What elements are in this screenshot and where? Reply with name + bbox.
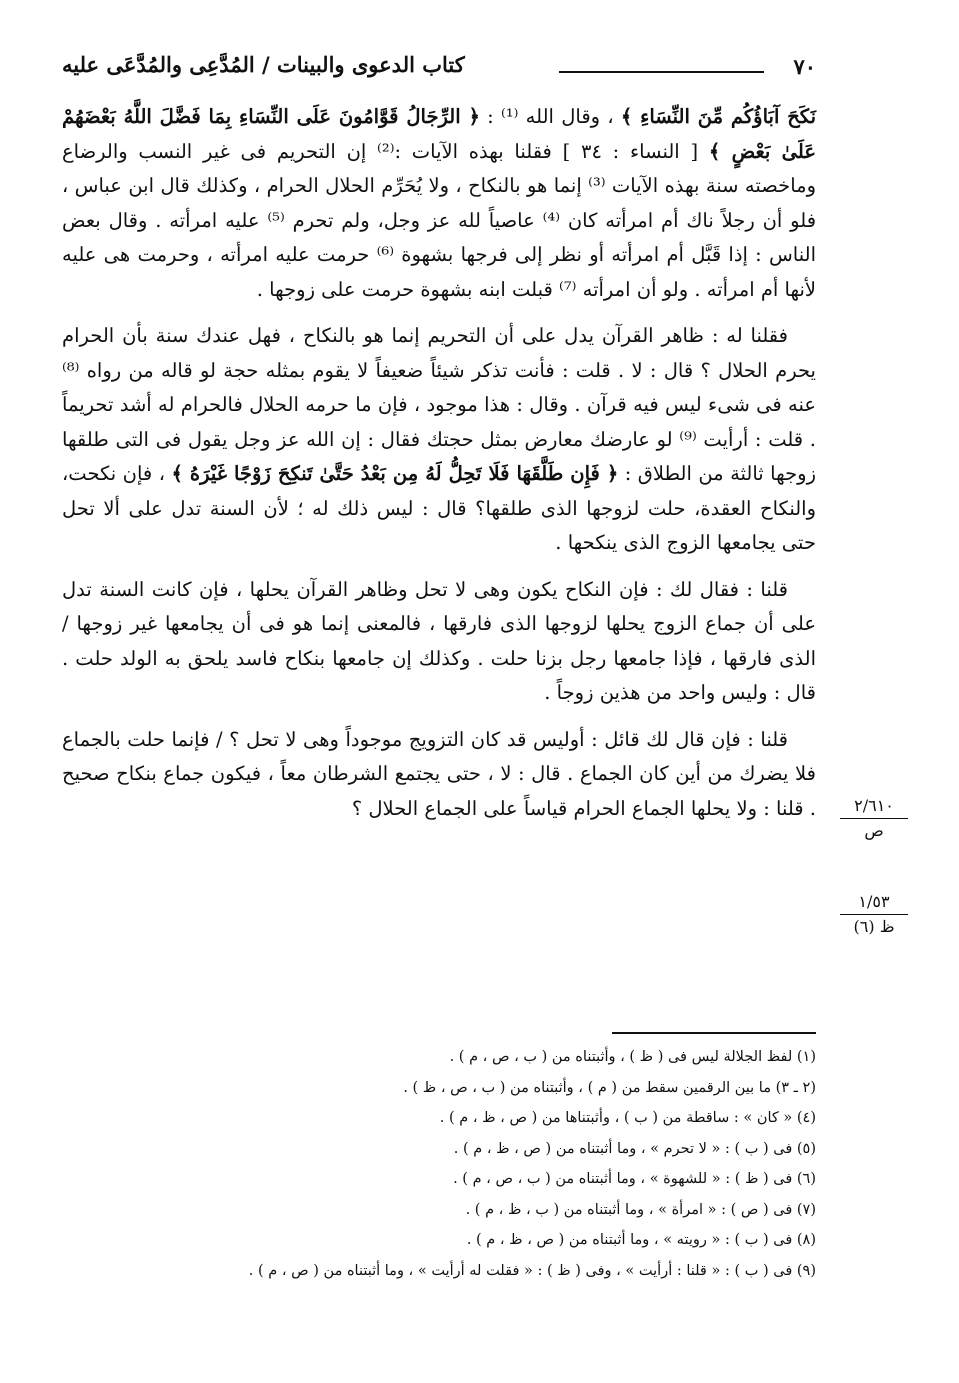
margin-note-source: ظ (٦) <box>853 917 895 936</box>
text-segment: ، وقال الله ⁽¹⁾ : <box>479 105 621 128</box>
header-rule <box>559 71 764 73</box>
text-segment: ، فإن نكحت، والنكاح العقدة، حلت لزوجها الذى طلقها؟ قال : ليس ذلك له ؛ لأن السنة تدل على ألا تحل حتى يجامعها الزوج الذى ينكحها . <box>62 462 816 554</box>
paragraph-1 <box>62 100 816 307</box>
page-number: ٧٠ <box>793 54 816 79</box>
running-title: كتاب الدعوى والبينات / المُدَّعِى والمُدَّعَى عليه <box>62 52 465 77</box>
text-segment: فقلنا له : ظاهر القرآن يدل على أن التحريم إنما هو بالنكاح ، فهل عندك سنة بأن الحرام يحرم الحلال ؟ قال : لا . قلت : فأنت تذكر شيئاً ضعيفاً لا يقوم بمثله حجة لو قاله من رواه ⁽⁸⁾ عنه فى شىء ليس فيه قرآن . وقال : هذا موجود ، فإن ما حرمه الحلال فالحرام له أشد تحريماً . قلت : أرأيت ⁽⁹⁾ لو عارضك معارض بمثل حجتك فقال : إن الله عز وجل يقول فى التى طلقها زوجها ثالثة من الطلاق : <box>62 324 817 485</box>
text-segment: قلنا : فقال لك : فإن النكاح يكون وهى لا تحل وظاهر القرآن يحلها ، فإن كانت السنة تدل على أن جماع الزوج يحلها لزوجها الذى فارقها ، فالمعنى إنما هو فى أن يجامعها غير زوجها / الذى فارقها ، فإذا جامعها رجل بزنا حلت . وكذلك إن جامعها بنكاح فاسد يلحق به الولد حلت . قال : وليس واحد من هذين زوجاً . <box>62 577 816 704</box>
footnote: (١) لفظ الجلالة ليس فى ( ظ ) ، وأثبتناه من ( ب ، ص ، م ) . <box>449 1049 816 1065</box>
margin-note-number: ٢/٦١٠ <box>840 796 908 819</box>
paragraph-4 <box>62 723 816 827</box>
footnote: (٤) « كان » : ساقطة من ( ب ) ، وأثبتناها من ( ص ، ظ ، م ) . <box>439 1110 816 1126</box>
quran-verse: ﴿ فَإِن طَلَّقَهَا فَلَا تَحِلُّ لَهُ مِن بَعْدُ حَتَّىٰ تَنكِحَ زَوْجًا غَيْرَهُ ﴾ <box>171 462 619 485</box>
footnote: (٢ ـ ٣) ما بين الرقمين سقط من ( م ) ، وأثبتناه من ( ب ، ص ، ظ ) . <box>403 1079 816 1096</box>
text-segment: [ النساء : ٣٤ ] فقلنا بهذه الآيات :⁽²⁾ إن التحريم فى غير النسب والرضاع وماخصته سنة بهذه الآيات ⁽³⁾ إنما هو بالنكاح ، ولا يُحَرِّم الحلال الحرام ، وكذلك قال ابن عباس ، فلو أن رجلاً ناك أم امرأته كان ⁽⁴⁾ عاصياً لله عز وجل، ولم تحرم ⁽⁵⁾ عليه امرأته . وقال بعض الناس : إذا قَبَّل أم امرأته أو نظر إلى فرجها بشهوة ⁽⁶⁾ حرمت عليه امرأته ، وحرمت هى عليه لأنها أم امرأته . ولو أن امرأته ⁽⁷⁾ قبلت ابنه بشهوة حرمت على زوجها . <box>62 139 817 301</box>
footnote: (٦) فى ( ظ ) : « للشهوة » ، وما أثبتناه من ( ب ، ص ، م ) . <box>453 1171 816 1187</box>
footnote: (٧) فى ( ص ) : « امرأة » ، وما أثبتناه من ( ب ، ظ ، م ) . <box>465 1201 816 1218</box>
paragraph-2 <box>62 319 816 561</box>
footnote-rule <box>612 1032 816 1034</box>
footnote: (٨) فى ( ب ) : « رويته » ، وما أثبتناه من ( ص ، ظ ، م ) . <box>466 1232 816 1248</box>
quran-verse: نَكَحَ آبَاؤُكُم مِّنَ النِّسَاءِ ﴾ <box>620 105 816 128</box>
page-header <box>62 52 816 88</box>
main-text <box>62 100 816 838</box>
quran-verse: ﴿ الرِّجَالُ قَوَّامُونَ عَلَى النِّسَاءِ بِمَا فَضَّلَ اللَّهُ بَعْضَهُمْ عَلَىٰ بَعْضٍ ﴾ <box>62 105 816 163</box>
margin-note-source: ص <box>864 821 884 840</box>
footnote: (٥) فى ( ب ) : « لا تحرم » ، وما أثبتناه من ( ص ، ظ ، م ) . <box>453 1140 816 1157</box>
margin-note-2 <box>840 892 908 937</box>
text-segment: قلنا : فإن قال لك قائل : أوليس قد كان التزويج موجوداً وهى لا تحل ؟ / فإنما حلت بالجماع فلا يضرك من أين كان الجماع . قال : لا ، حتى يجتمع الشرطان معاً ، فيكون جماع بنكاح صحيح . قلنا : ولا يحلها الجماع الحرام قياساً على الجماع الحلال ؟ <box>62 727 816 820</box>
footnotes <box>62 1042 816 1286</box>
margin-note-1 <box>840 796 908 841</box>
paragraph-3 <box>62 573 816 711</box>
footnote: (٩) فى ( ب ) : « قلنا : أرأيت » ، وفى ( ظ ) : « فقلت له أرأيت » ، وما أثبتناه من ( ص ، م ) . <box>248 1262 816 1279</box>
margin-note-number: ١/٥٣ <box>840 892 908 915</box>
